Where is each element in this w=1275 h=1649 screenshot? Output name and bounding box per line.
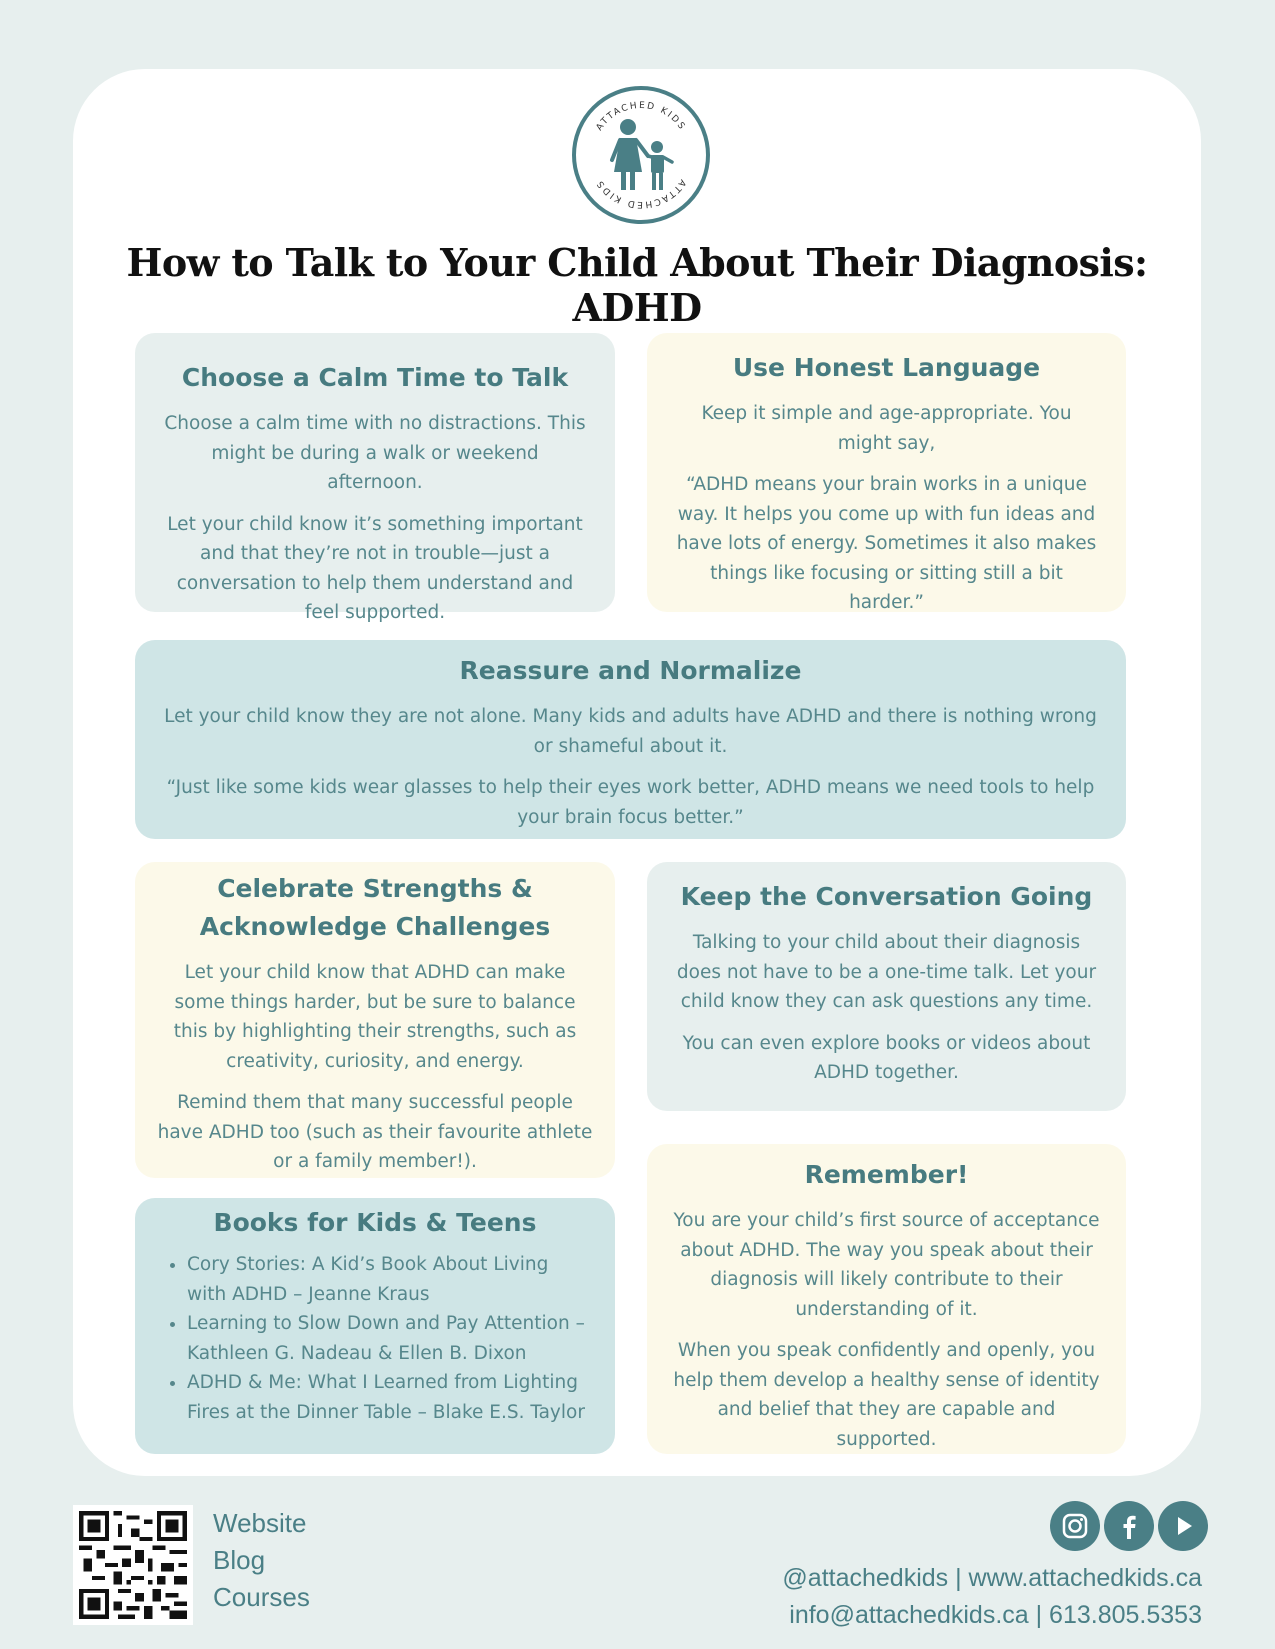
link-blog[interactable]: Blog	[213, 1545, 266, 1575]
card-heading: Books for Kids & Teens	[213, 1208, 537, 1237]
card-heading: Choose a Calm Time to Talk	[181, 363, 569, 392]
svg-text:ATTACHED KIDS: ATTACHED KIDS	[594, 100, 688, 133]
social-icons	[1050, 1501, 1208, 1551]
footer-links	[213, 1505, 310, 1616]
list-item: • ADHD & Me: What I Learned from Lighting Fires at the Dinner Table – Blake E.S. Taylor	[187, 1368, 593, 1427]
page-title: How to Talk to Your Child About Their Diagnosis: ADHD	[126, 240, 1148, 330]
list-item: • Learning to Slow Down and Pay Attention – Kathleen G. Nadeau & Ellen B. Dixon	[187, 1309, 593, 1368]
card-remember	[647, 1144, 1126, 1454]
attached-kids-logo	[570, 84, 712, 226]
card-heading: Celebrate Strengths & Acknowledge Challenges	[199, 874, 551, 941]
card-heading: Remember!	[804, 1160, 969, 1189]
card-heading: Keep the Conversation Going	[680, 882, 1093, 911]
instagram-icon[interactable]	[1050, 1501, 1100, 1551]
card-keep-conversation	[647, 862, 1126, 1111]
card-honest-language	[647, 333, 1126, 612]
link-website[interactable]: Website	[213, 1508, 307, 1538]
card-paragraph: When you speak confidently and openly, you help them develop a healthy sense of identity and belief that they are capable and supported.	[673, 1340, 1100, 1450]
youtube-icon[interactable]	[1158, 1501, 1208, 1551]
card-paragraph: Let your child know it’s something important and that they’re not in trouble—just a conversation to help them understand and feel supported.	[167, 513, 583, 623]
book-list	[157, 1250, 593, 1427]
contact-email-phone[interactable]: info@attachedkids.ca | 613.805.5353	[789, 1601, 1202, 1629]
card-celebrate-strengths	[135, 862, 615, 1178]
facebook-icon[interactable]	[1104, 1501, 1154, 1551]
card-paragraph: You are your child’s first source of acceptance about ADHD. The way you speak about their diagnosis will likely contribute to their understanding of it.	[673, 1210, 1100, 1320]
svg-text:ATTACHED KIDS: ATTACHED KIDS	[594, 177, 688, 210]
card-paragraph: “Just like some kids wear glasses to help their eyes work better, ADHD means we need tools to help your brain focus better.”	[166, 777, 1095, 828]
card-paragraph: You can even explore books or videos about ADHD together.	[682, 1032, 1091, 1083]
card-paragraph: Let your child know they are not alone. Many kids and adults have ADHD and there is nothing wrong or shameful about it.	[164, 706, 1097, 757]
card-paragraph: Remind them that many successful people have ADHD too (such as their favourite athlete or a family member!).	[157, 1092, 593, 1172]
card-calm-time	[135, 333, 615, 623]
card-paragraph: Talking to your child about their diagnosis does not have to be a one-time talk. Let your child know they can ask questions any time.	[676, 932, 1097, 1012]
contact-social-website[interactable]: @attachedkids | www.attachedkids.ca	[782, 1564, 1202, 1592]
card-paragraph: “ADHD means your brain works in a unique way. It helps you come up with fun ideas and have lots of energy. Sometimes it also makes things like focusing or sitting still a bit harder.”	[676, 474, 1097, 613]
qr-code[interactable]	[73, 1505, 193, 1625]
card-paragraph: Let your child know that ADHD can make some things harder, but be sure to balance this by highlighting their strengths, such as creativity, curiosity, and energy.	[173, 962, 577, 1072]
card-paragraph: Keep it simple and age-appropriate. You might say,	[701, 403, 1072, 454]
card-books	[135, 1198, 615, 1454]
card-paragraph: Choose a calm time with no distractions. This might be during a walk or weekend afternoon.	[164, 413, 586, 493]
contact-info	[782, 1560, 1202, 1634]
list-item: • Cory Stories: A Kid’s Book About Living with ADHD – Jeanne Kraus	[187, 1250, 593, 1309]
card-reassure-normalize	[135, 640, 1126, 839]
link-courses[interactable]: Courses	[213, 1582, 310, 1612]
card-heading: Reassure and Normalize	[459, 656, 802, 685]
card-heading: Use Honest Language	[732, 353, 1041, 382]
